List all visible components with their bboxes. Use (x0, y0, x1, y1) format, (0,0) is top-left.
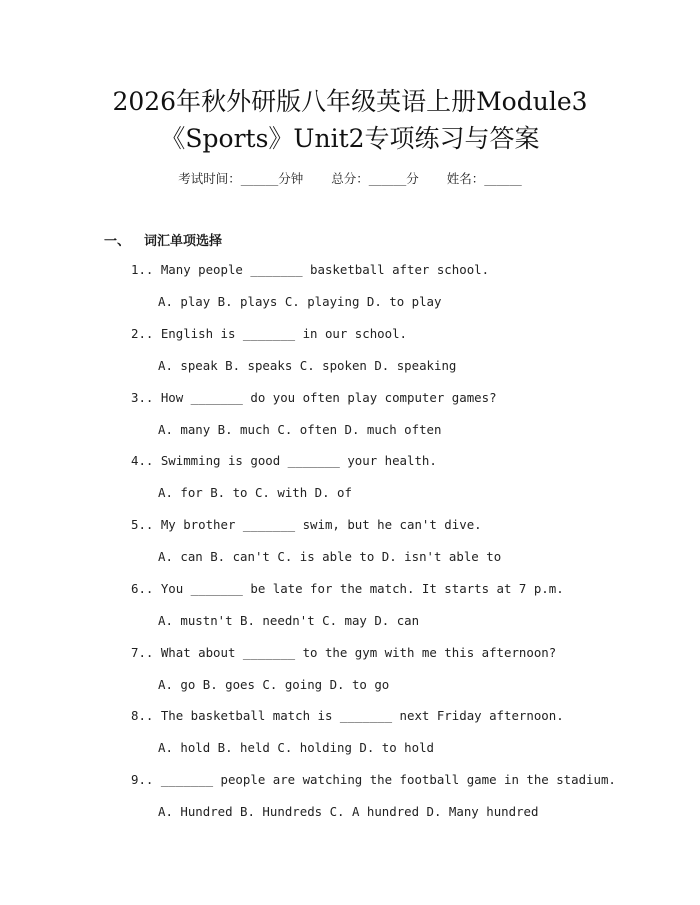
question-stem: 2.. English is _______ in our school. (131, 325, 408, 341)
question-stem: 1.. Many people _______ basketball after school. (131, 262, 490, 277)
exam-time-blank: ______ (240, 171, 279, 186)
question-options: A. Hundred B. Hundreds C. A hundred D. Many hundred (158, 804, 539, 819)
total-score-unit: 分 (406, 171, 419, 186)
section-number: 一、 (104, 234, 131, 249)
question-options: A. play B. plays C. playing D. to play (158, 294, 442, 309)
question-options: A. speak B. speaks C. spoken D. speaking (158, 357, 457, 373)
question-stem: 5.. My brother _______ swim, but he can't dive. (131, 517, 482, 532)
question-options: A. for B. to C. with D. of (158, 485, 352, 501)
total-score-blank: ______ (368, 171, 407, 186)
document-title-line-2: 《Sports》Unit2专项练习与答案 (160, 124, 540, 153)
exam-time-field (178, 171, 303, 186)
total-score-field (331, 171, 419, 186)
question-stem: 9.. _______ people are watching the football game in the stadium. (131, 772, 616, 787)
question-options: A. hold B. held C. holding D. to hold (158, 740, 435, 756)
question-options: A. mustn't B. needn't C. may D. can (158, 612, 420, 628)
section-heading (104, 230, 222, 249)
student-name-field (447, 171, 522, 186)
question-stem: 3.. How _______ do you often play computer games? (131, 389, 497, 405)
question-stem: 6.. You _______ be late for the match. It starts at 7 p.m. (131, 580, 564, 596)
question-options: A. many B. much C. often D. much often (158, 421, 442, 437)
exam-time-unit: 分钟 (278, 171, 304, 186)
question-stem: 8.. The basketball match is _______ next Friday afternoon. (131, 708, 564, 724)
exam-info-line (0, 169, 700, 187)
document-title-line-1: 2026年秋外研版八年级英语上册Module3 (112, 87, 588, 116)
section-title: 词汇单项选择 (144, 234, 223, 249)
question-options: A. can B. can't C. is able to D. isn't able to (158, 549, 502, 564)
question-stem: 4.. Swimming is good _______ your health. (131, 453, 437, 469)
student-name-label: 姓名： (446, 171, 485, 186)
question-stem: 7.. What about _______ to the gym with me this afternoon? (131, 644, 557, 660)
exam-time-label: 考试时间： (178, 171, 241, 186)
question-options: A. go B. goes C. going D. to go (158, 676, 390, 692)
total-score-label: 总分： (331, 171, 369, 186)
student-name-blank: ______ (484, 171, 522, 186)
